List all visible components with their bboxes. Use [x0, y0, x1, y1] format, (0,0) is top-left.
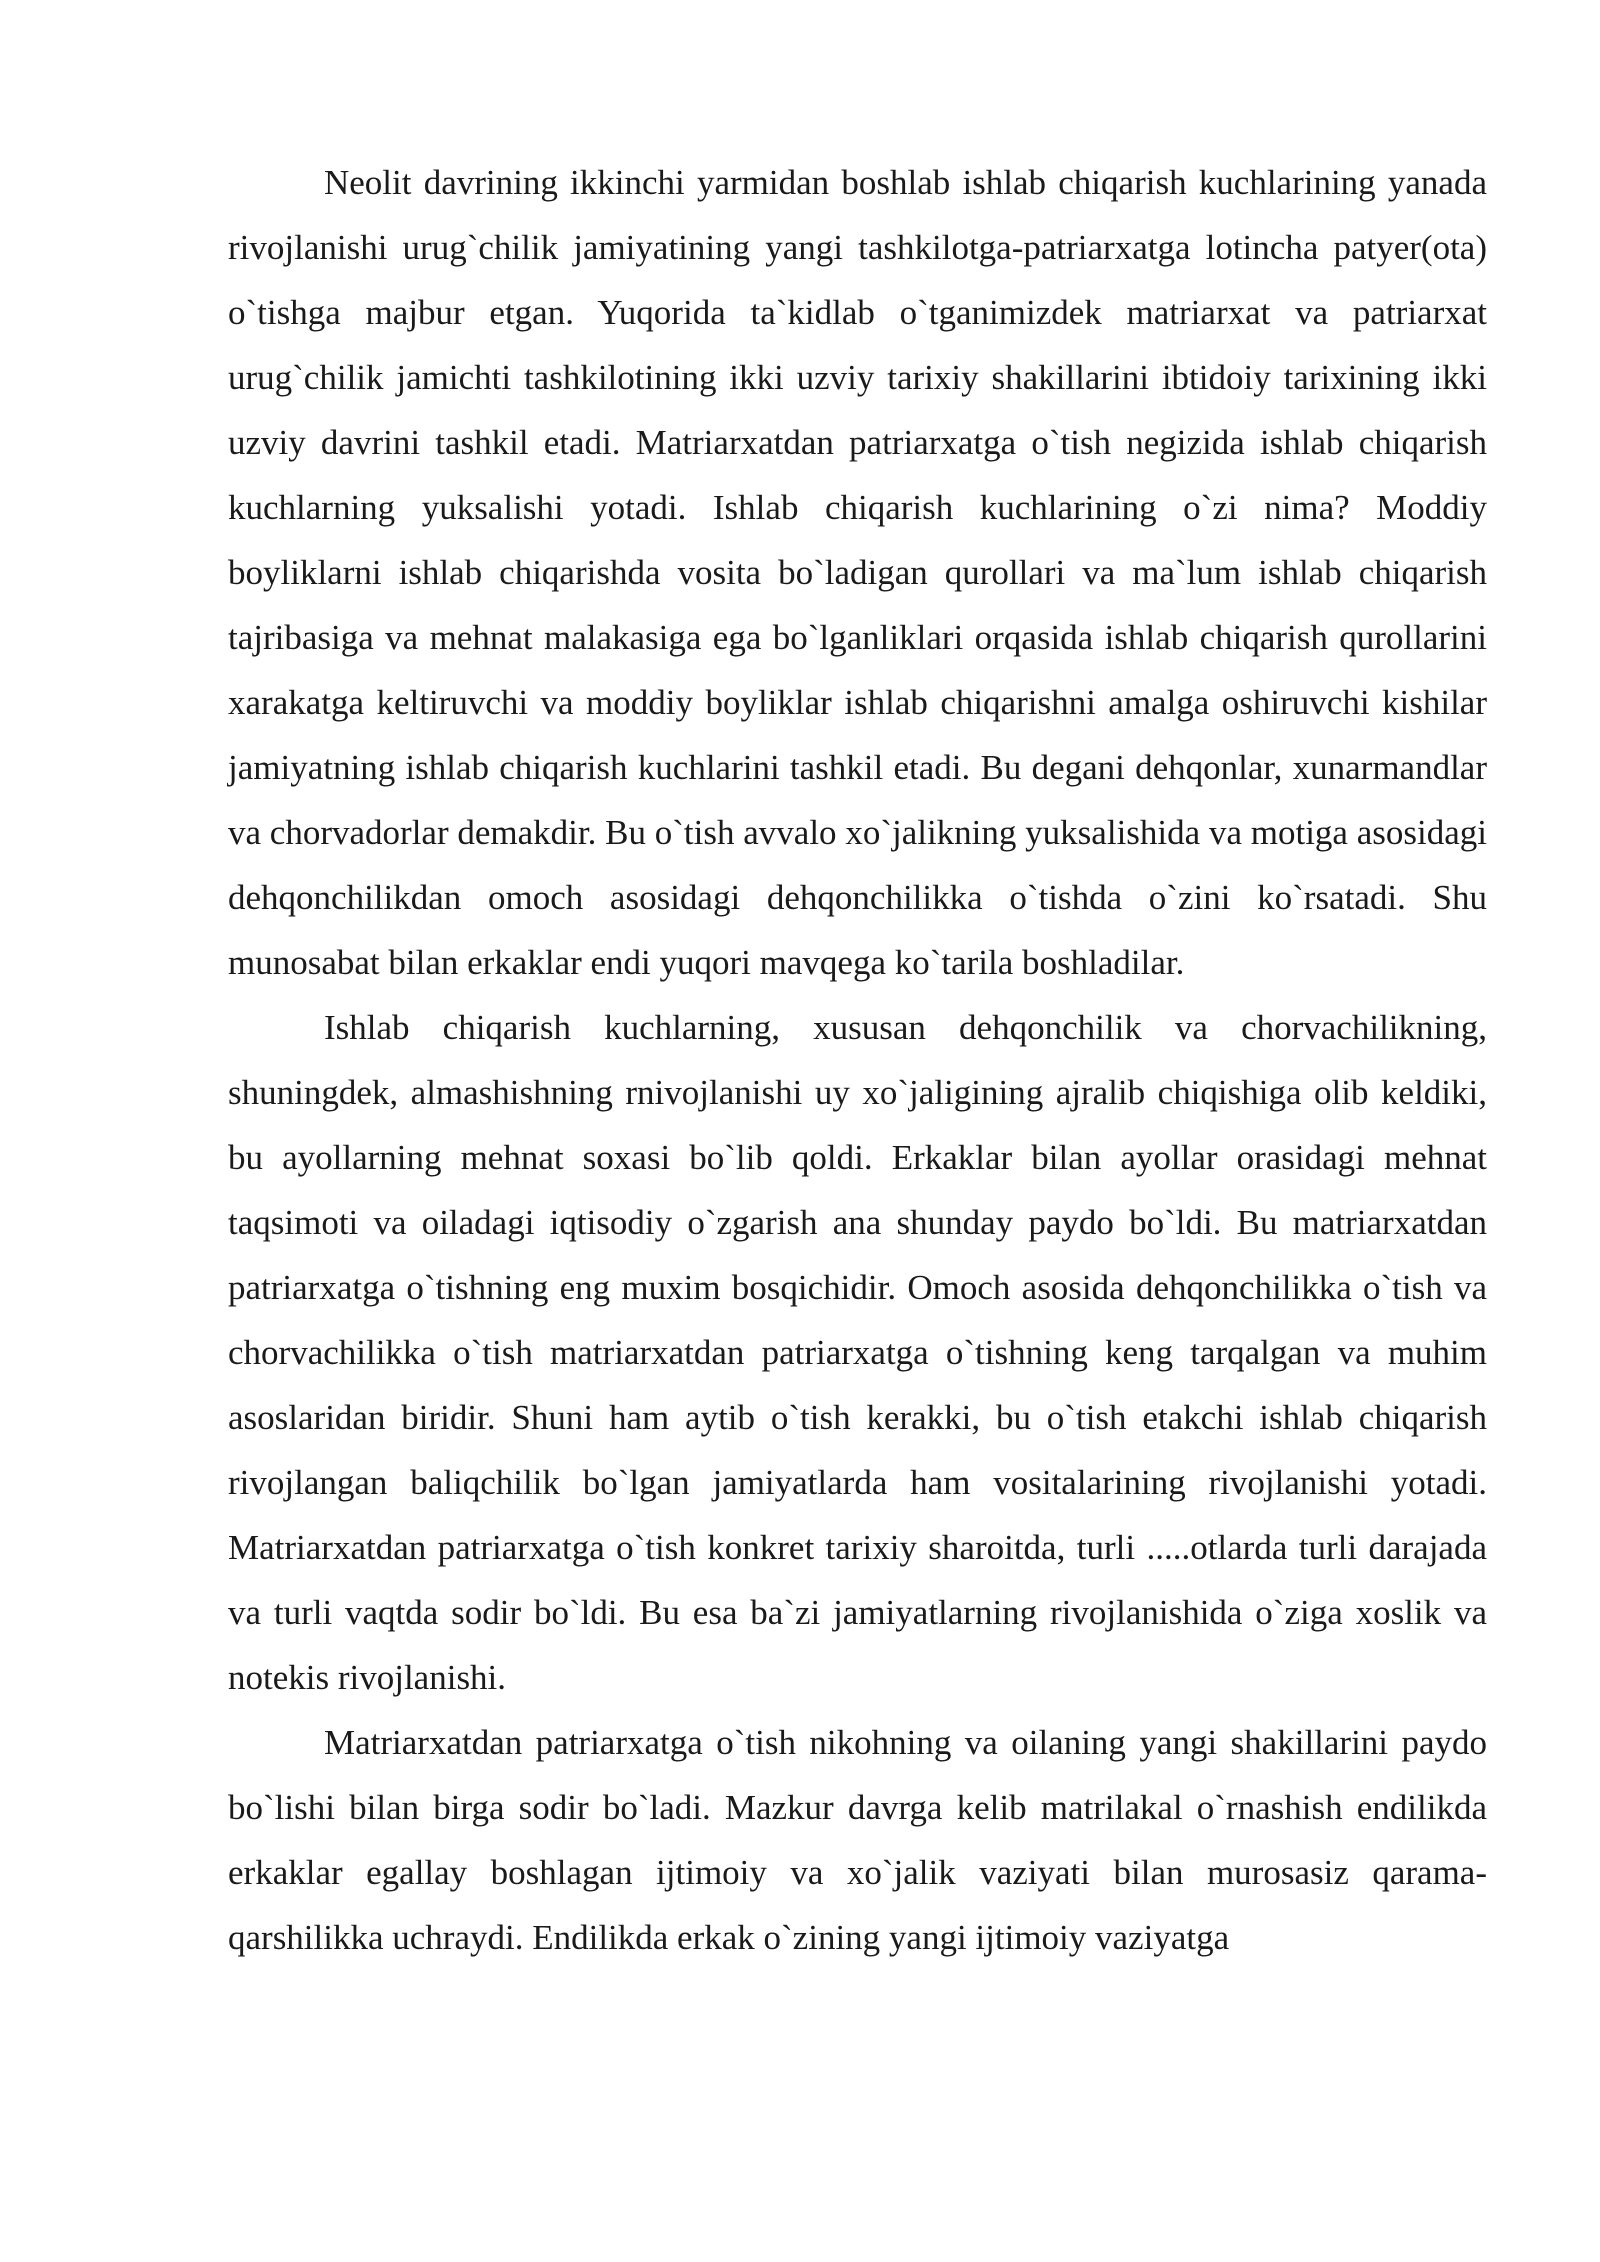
paragraph-3: Matriarxatdan patriarxatga o`tish nikohning va oilaning yangi shakillarini paydo bo`lishi bilan birga sodir bo`ladi. Mazkur davrga kelib matrilakal o`rnashish endilikda erkaklar egallay boshlagan ijtimoiy va xo`jalik vaziyati bilan murosasiz qarama-qarshilikka uchraydi. Endilikda erkak o`zining yangi ijtimoiy vaziyatga: [228, 1723, 1487, 1957]
paragraph-2: Ishlab chiqarish kuchlarning, xususan dehqonchilik va chorvachilikning, shuningdek, almashishning rnivojlanishi uy xo`jaligining ajralib chiqishiga olib keldiki, bu ayollarning mehnat soxasi bo`lib qoldi. Erkaklar bilan ayollar orasidagi mehnat taqsimoti va oiladagi iqtisodiy o`zgarish ana shunday paydo bo`ldi. Bu matriarxatdan patriarxatga o`tishning eng muxim bosqichidir. Omoch asosida dehqonchilikka o`tish va chorvachilikka o`tish matriarxatdan patriarxatga o`tishning keng tarqalgan va muhim asoslaridan biridir. Shuni ham aytib o`tish kerakki, bu o`tish etakchi ishlab chiqarish rivojlangan baliqchilik bo`lgan jamiyatlarda ham vositalarining rivojlanishi yotadi. Matriarxatdan patriarxatga o`tish konkret tarixiy sharoitda, turli .....otlarda turli darajada va turli vaqtda sodir bo`ldi. Bu esa ba`zi jamiyatlarning rivojlanishida o`ziga xoslik va notekis rivojlanishi.: [228, 1008, 1487, 1697]
body-text: [228, 150, 1487, 1970]
paragraph-1: Neolit davrining ikkinchi yarmidan boshlab ishlab chiqarish kuchlarining yanada rivojlanishi urug`chilik jamiyatining yangi tashkilotga-patriarxatga lotincha patyer(ota) o`tishga majbur etgan. Yuqorida ta`kidlab o`tganimizdek matriarxat va patriarxat urug`chilik jamichti tashkilotining ikki uzviy tarixiy shakillarini ibtidoiy tarixining ikki uzviy davrini tashkil etadi. Matriarxatdan patriarxatga o`tish negizida ishlab chiqarish kuchlarning yuksalishi yotadi. Ishlab chiqarish kuchlarining o`zi nima? Moddiy boyliklarni ishlab chiqarishda vosita bo`ladigan qurollari va ma`lum ishlab chiqarish tajribasiga va mehnat malakasiga ega bo`lganliklari orqasida ishlab chiqarish qurollarini xarakatga keltiruvchi va moddiy boyliklar ishlab chiqarishni amalga oshiruvchi kishilar jamiyatning ishlab chiqarish kuchlarini tashkil etadi. Bu degani dehqonlar, xunarmandlar va chorvadorlar demakdir. Bu o`tish avvalo xo`jalikning yuksalishida va motiga asosidagi dehqonchilikdan omoch asosidagi dehqonchilikka o`tishda o`zini ko`rsatadi. Shu munosabat bilan erkaklar endi yuqori mavqega ko`tarila boshladilar.: [228, 163, 1487, 982]
